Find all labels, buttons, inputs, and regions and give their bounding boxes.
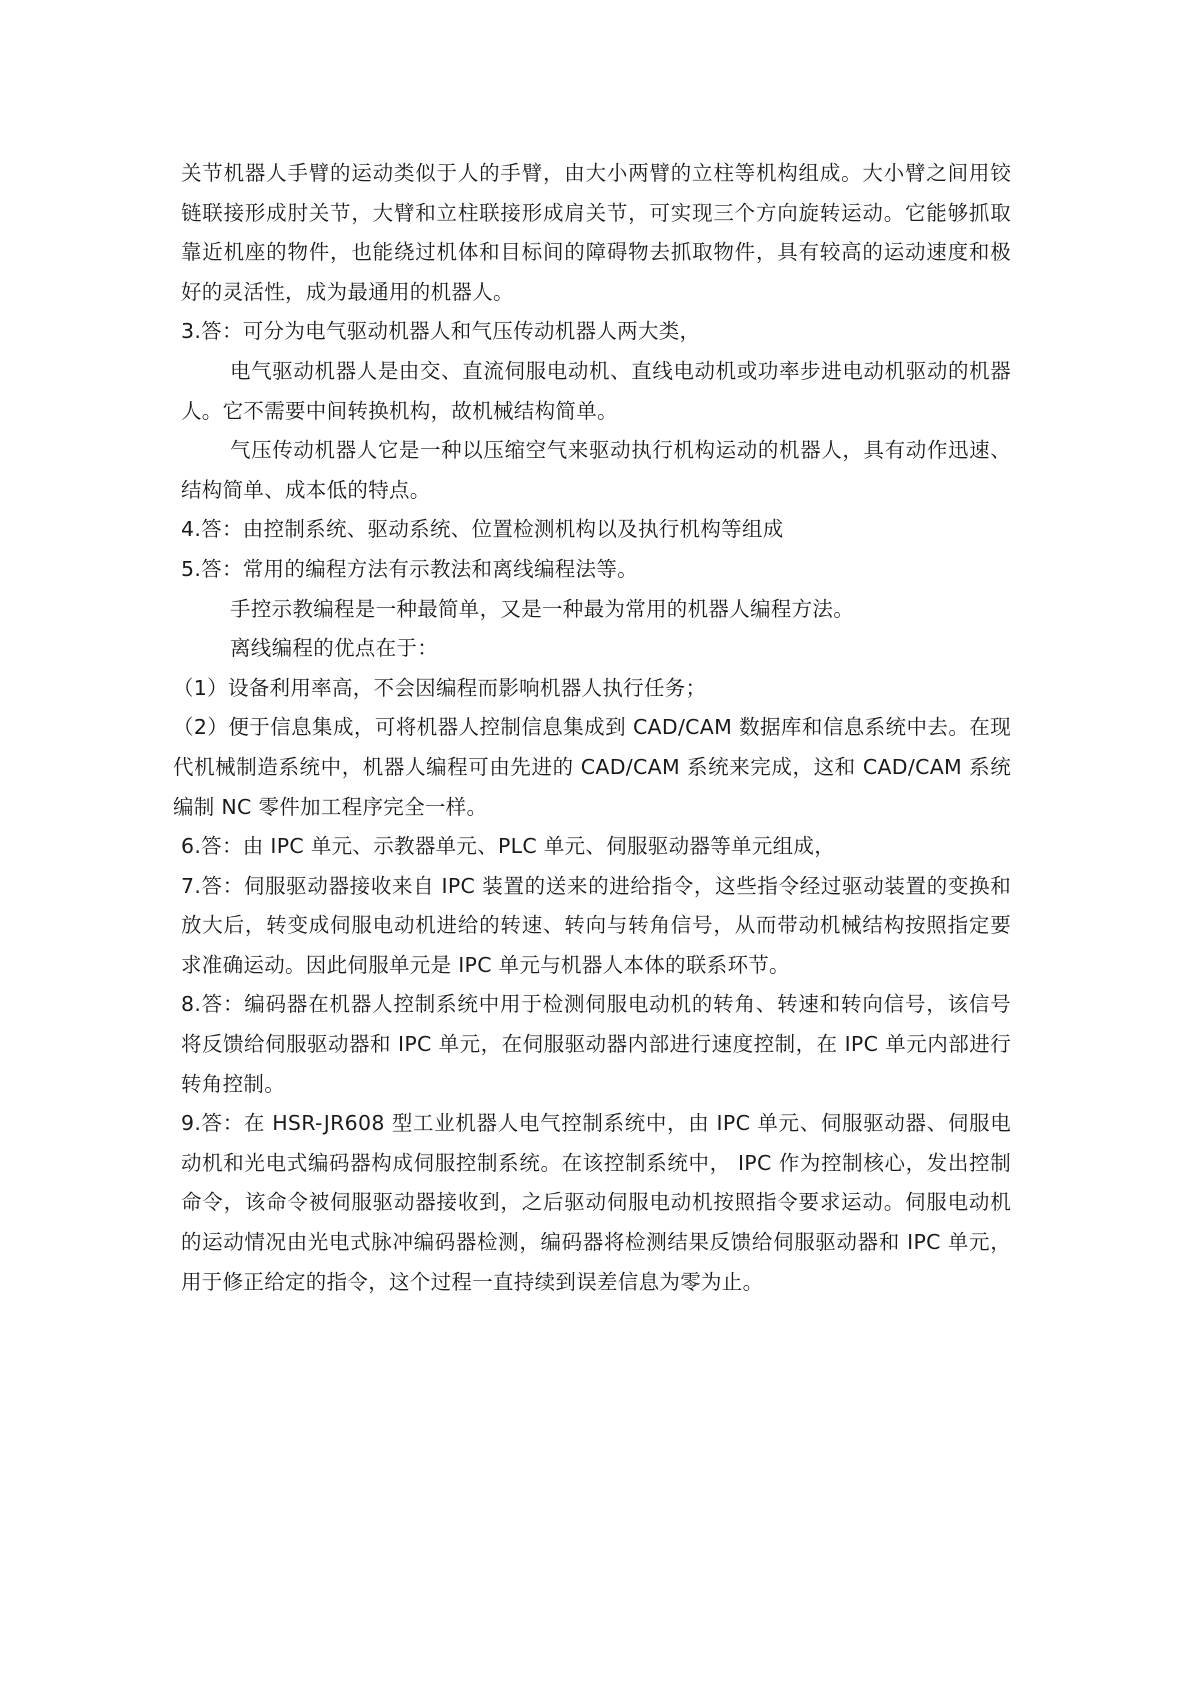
paragraph-offline-advantages: 离线编程的优点在于： xyxy=(230,636,438,661)
paragraph-pneumatic-drive: 气压传动机器人它是一种以压缩空气来驱动执行机构运动的机器人，具有动作迅速、结构简单、成本低的特点。 xyxy=(181,438,1011,502)
paragraph-electric-drive: 电气驱动机器人是由交、直流伺服电动机、直线电动机或功率步进电动机驱动的机器人。它不需要中间转换机构，故机械结构简单。 xyxy=(181,358,1011,423)
paragraph-joint-robot: 关节机器人手臂的运动类似于人的手臂，由大小两臂的立柱等机构组成。大小臂之间用铰链联接形成肘关节，大臂和立柱联接形成肩关节，可实现三个方向旋转运动。它能够抓取靠近机座的物件，也能绕过机体和目标间的障碍物去抓取物件，具有较高的运动速度和极好的灵活性，成为最通用的机器人。 xyxy=(181,161,1011,304)
paragraph-teach-programming: 手控示教编程是一种最简单，又是一种最为常用的机器人编程方法。 xyxy=(230,596,854,621)
list-item-1: （1）设备利用率高，不会因编程而影响机器人执行任务； xyxy=(173,675,707,700)
answer-8: 8.答：编码器在机器人控制系统中用于检测伺服电动机的转角、转速和转向信号，该信号将反馈给伺服驱动器和 IPC 单元，在伺服驱动器内部进行速度控制，在 IPC 单元内部进行转角控制。 xyxy=(181,992,1011,1096)
answer-3: 3.答：可分为电气驱动机器人和气压传动机器人两大类， xyxy=(181,319,701,344)
answer-9: 9.答：在 HSR-JR608 型工业机器人电气控制系统中，由 IPC 单元、伺服驱动器、伺服电动机和光电式编码器构成伺服控制系统。在该控制系统中， IPC 作为控制核心，发出控制命令，该命令被伺服驱动器接收到，之后驱动伺服电动机按照指令要求运动。伺服电动机的运动情况由光电式脉冲编码器检测，编码器将检测结果反馈给伺服驱动器和 IPC 单元，用于修正给定的指令，这个过程一直持续到误差信息为零为止。 xyxy=(181,1111,1011,1294)
answer-6: 6.答：由 IPC 单元、示教器单元、PLC 单元、伺服驱动器等单元组成， xyxy=(181,834,836,859)
document-body xyxy=(173,154,1011,1302)
answer-5: 5.答：常用的编程方法有示教法和离线编程法等。 xyxy=(181,556,638,581)
list-item-2: （2）便于信息集成，可将机器人控制信息集成到 CAD/CAM 数据库和信息系统中去。在现代机械制造系统中，机器人编程可由先进的 CAD/CAM 系统来完成，这和 CAD/CAM 系统编制 NC 零件加工程序完全一样。 xyxy=(173,715,1011,819)
answer-7: 7.答：伺服驱动器接收来自 IPC 装置的送来的进给指令，这些指令经过驱动装置的变换和放大后，转变成伺服电动机进给的转速、转向与转角信号，从而带动机械结构按照指定要求准确运动。因此伺服单元是 IPC 单元与机器人本体的联系环节。 xyxy=(181,873,1011,977)
answer-4: 4.答：由控制系统、驱动系统、位置检测机构以及执行机构等组成 xyxy=(181,517,784,542)
